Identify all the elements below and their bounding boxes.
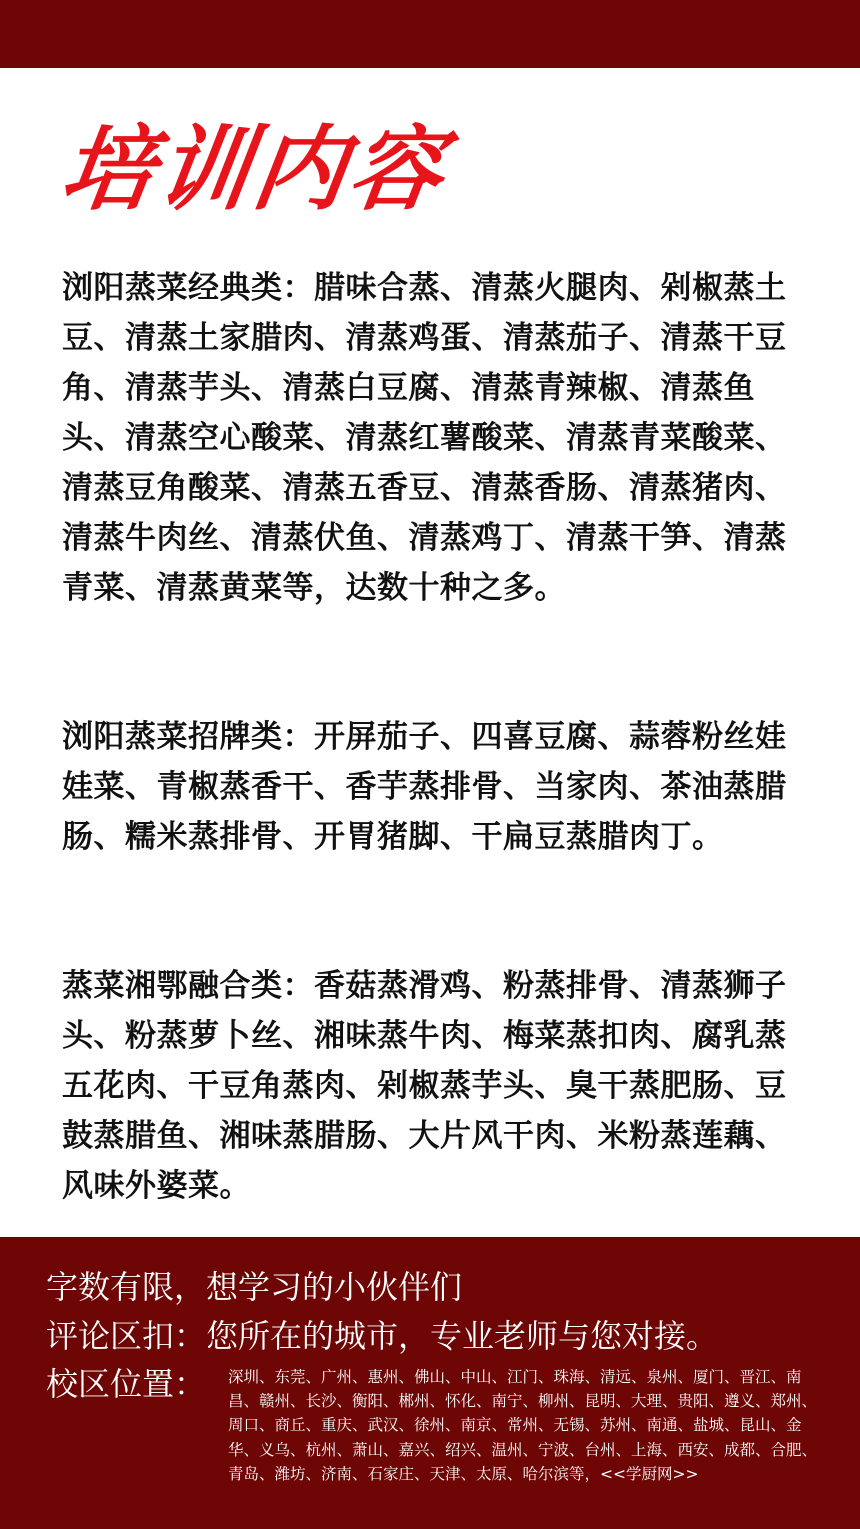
footer-line-1: 字数有限，想学习的小伙伴们 <box>46 1268 463 1306</box>
top-banner <box>0 0 860 68</box>
section-classic-dishes: 浏阳蒸菜经典类：腊味合蒸、清蒸火腿肉、剁椒蒸土豆、清蒸土家腊肉、清蒸鸡蛋、清蒸茄子、清蒸干豆角、清蒸芋头、清蒸白豆腐、清蒸青辣椒、清蒸鱼头、清蒸空心酸菜、清蒸红薯酸菜、清蒸青菜酸菜、清蒸豆角酸菜、清蒸五香豆、清蒸香肠、清蒸猪肉、清蒸牛肉丝、清蒸伏鱼、清蒸鸡丁、清蒸干笋、清蒸青菜、清蒸黄菜等，达数十种之多。 <box>62 270 787 606</box>
campus-label: 校区位置： <box>46 1365 207 1403</box>
campus-list: 深圳、东莞、广州、惠州、佛山、中山、江门、珠海、清远、泉州、厦门、晋江、南昌、赣州、长沙、衡阳、郴州、怀化、南宁、柳州、昆明、大理、贵阳、遵义、郑州、周口、商丘、重庆、武汉、徐州、南京、常州、无锡、苏州、南通、盐城、昆山、金华、义乌、杭州、萧山、嘉兴、绍兴、温州、宁波、台州、上海、西安、成都、合肥、青岛、潍坊、济南、石家庄、天津、太原、哈尔滨等，<<学厨网>> <box>228 1368 818 1483</box>
footer-banner <box>0 1237 860 1529</box>
footer-line-2: 评论区扣：您所在的城市，专业老师与您对接。 <box>46 1317 719 1355</box>
section-signature-dishes: 浏阳蒸菜招牌类：开屏茄子、四喜豆腐、蒜蓉粉丝娃娃菜、青椒蒸香干、香芋蒸排骨、当家肉、茶油蒸腊肠、糯米蒸排骨、开胃猪脚、干扁豆蒸腊肉丁。 <box>62 719 787 855</box>
page-title: 培训内容 <box>54 116 454 223</box>
section-fusion-dishes: 蒸菜湘鄂融合类：香菇蒸滑鸡、粉蒸排骨、清蒸狮子头、粉蒸萝卜丝、湘味蒸牛肉、梅菜蒸扣肉、腐乳蒸五花肉、干豆角蒸肉、剁椒蒸芋头、臭干蒸肥肠、豆鼓蒸腊鱼、湘味蒸腊肠、大片风干肉、米粉蒸莲藕、风味外婆菜。 <box>62 968 787 1204</box>
